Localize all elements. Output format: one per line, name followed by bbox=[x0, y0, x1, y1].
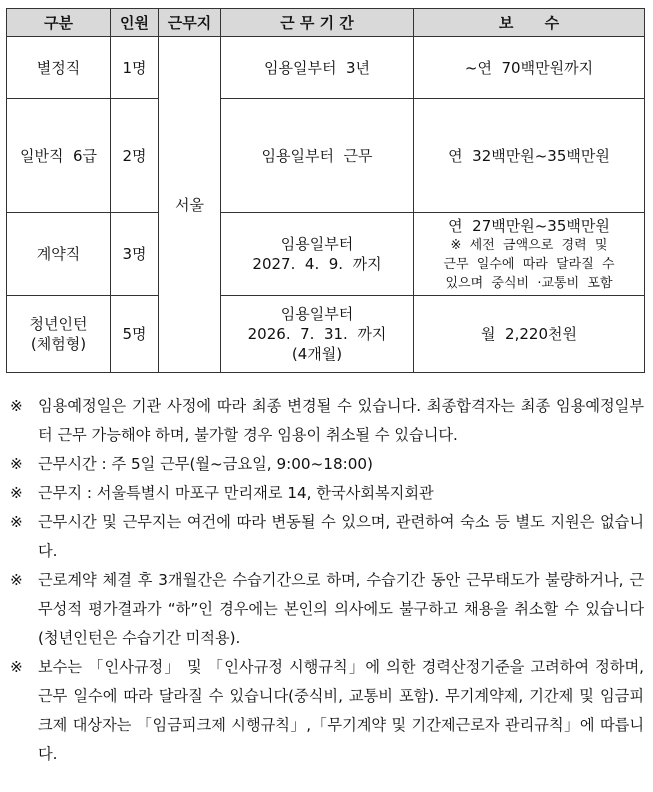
reference-mark: ※ bbox=[10, 658, 23, 676]
row-pay bbox=[414, 213, 645, 296]
note-text: 보수는 「인사규정」 및 「인사규정 시행규칙」에 의한 경력산정기준을 고려하여 정하며, 근무 일수에 따라 달라질 수 있습니다(중식비, 교통비 포함). 무기계약제, 기간제 및 임금피크제 대상자는 「임금피크제 시행규칙」,「무기계약 및 기간제근로자 관리규칙」에 따릅니다. bbox=[38, 658, 644, 763]
table-row bbox=[7, 296, 645, 373]
period-line: 임용일부터 bbox=[280, 305, 354, 323]
period-line: 임용일부터 3년 bbox=[263, 58, 371, 77]
type-line: 청년인턴 bbox=[29, 315, 88, 333]
header-period: 근 무 기 간 bbox=[221, 9, 414, 37]
row-period bbox=[221, 296, 414, 373]
row-type: 일반직 6급 bbox=[7, 99, 111, 213]
period-line: (4개월) bbox=[291, 345, 343, 363]
note-text: 근무시간 및 근무지는 여건에 따라 변동될 수 있으며, 관련하여 숙소 등 별도 지원은 없습니다. bbox=[38, 513, 644, 560]
period-line: 2027. 4. 9. 까지 bbox=[252, 255, 382, 273]
row-type: 계약직 bbox=[7, 213, 111, 296]
location-cell: 서울 bbox=[159, 37, 221, 373]
note-item bbox=[10, 508, 644, 566]
row-pay bbox=[414, 296, 645, 373]
header-count: 인원 bbox=[111, 9, 159, 37]
table-row bbox=[7, 99, 645, 213]
note-text: 임용예정일은 기관 사정에 따라 최종 변경될 수 있습니다. 최종합격자는 최종 임용예정일부터 근무 가능해야 하며, 불가할 경우 임용이 취소될 수 있습니다. bbox=[38, 397, 644, 444]
note-item bbox=[10, 450, 644, 479]
pay-line: 연 27백만원~35백만원 bbox=[448, 216, 610, 235]
notes-list bbox=[10, 392, 644, 769]
pay-line: 월 2,220천원 bbox=[481, 325, 577, 343]
note-item bbox=[10, 392, 644, 450]
row-pay bbox=[414, 99, 645, 213]
row-count: 3명 bbox=[111, 213, 159, 296]
pay-note-line: ※ 세전 금액으로 경력 및 bbox=[450, 237, 608, 253]
recruitment-table bbox=[6, 8, 645, 373]
row-type: 별정직 bbox=[7, 37, 111, 99]
header-pay: 보 수 bbox=[414, 9, 645, 37]
reference-mark: ※ bbox=[10, 484, 23, 502]
reference-mark: ※ bbox=[10, 455, 23, 473]
note-item bbox=[10, 479, 644, 508]
row-count: 2명 bbox=[111, 99, 159, 213]
table-header-row bbox=[7, 9, 645, 37]
note-text: 근로계약 체결 후 3개월간은 수습기간으로 하며, 수습기간 동안 근무태도가 불량하거나, 근무성적 평가결과가 “하”인 경우에는 본인의 의사에도 불구하고 채용을 취소할 수 있습니다(청년인턴은 수습기간 미적용). bbox=[38, 571, 644, 647]
note-item bbox=[10, 653, 644, 769]
reference-mark: ※ bbox=[10, 571, 23, 589]
pay-line: ~연 70백만원까지 bbox=[464, 58, 594, 77]
period-line: 임용일부터 bbox=[280, 235, 354, 253]
reference-mark: ※ bbox=[10, 397, 23, 415]
note-text: 근무지 : 서울특별시 마포구 만리재로 14, 한국사회복지회관 bbox=[38, 484, 434, 502]
row-type bbox=[7, 296, 111, 373]
header-location: 근무지 bbox=[159, 9, 221, 37]
table-row bbox=[7, 213, 645, 296]
type-line: (체험형) bbox=[30, 335, 87, 353]
period-line: 2026. 7. 31. 까지 bbox=[247, 325, 387, 343]
pay-note-line: 근무 일수에 따라 달라질 수 bbox=[443, 256, 615, 272]
row-pay bbox=[414, 37, 645, 99]
pay-line: 연 32백만원~35백만원 bbox=[448, 146, 610, 165]
note-text: 근무시간 : 주 5일 근무(월~금요일, 9:00~18:00) bbox=[38, 455, 373, 473]
reference-mark: ※ bbox=[10, 513, 23, 531]
period-line: 임용일부터 근무 bbox=[261, 146, 373, 165]
note-item bbox=[10, 566, 644, 653]
table-row bbox=[7, 37, 645, 99]
row-count: 5명 bbox=[111, 296, 159, 373]
row-period bbox=[221, 213, 414, 296]
row-period bbox=[221, 99, 414, 213]
pay-note-line: 있으며 중식비 ·교통비 포함 bbox=[445, 275, 613, 291]
header-type: 구분 bbox=[7, 9, 111, 37]
row-period bbox=[221, 37, 414, 99]
row-count: 1명 bbox=[111, 37, 159, 99]
